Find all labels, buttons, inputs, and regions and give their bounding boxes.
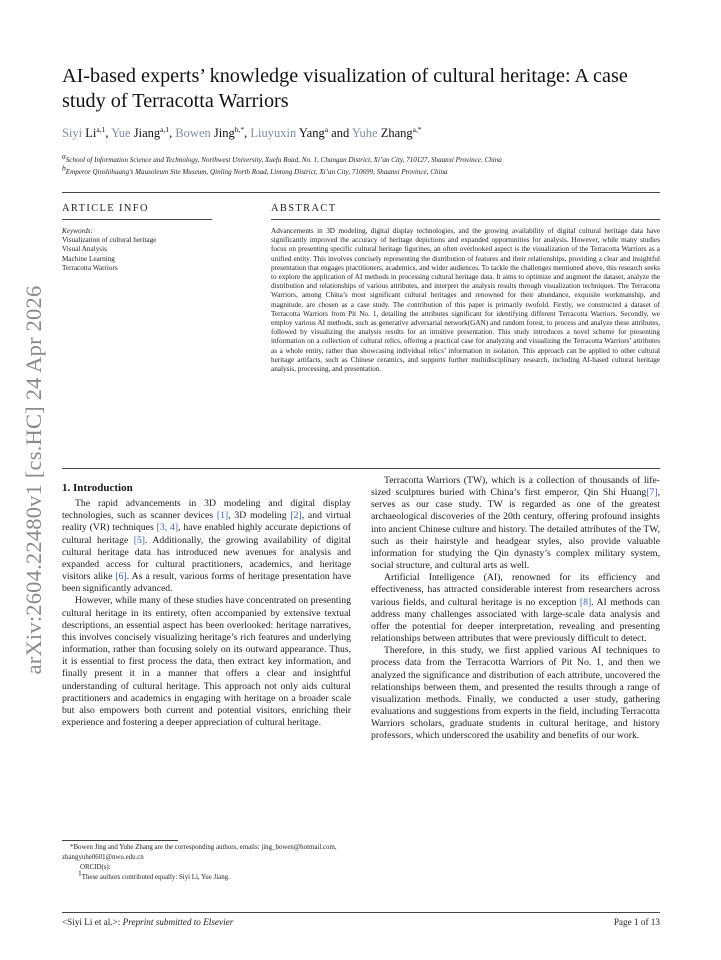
arxiv-identifier	[6, 265, 62, 695]
citation-link[interactable]: [6]	[115, 571, 127, 583]
keyword-item: Terracotta Warriors	[62, 263, 118, 272]
footer-citation: <Siyi Li et al.>: Preprint submitted to Elsevier	[62, 917, 234, 927]
author-affiliation-mark: a,1	[96, 124, 106, 134]
footnote-corresponding: *Bowen Jing and Yuhe Zhang are the corresponding authors, emails: jing_bowen@hotmail.com, zhangyuhe0601@nwu.edu.cn	[62, 844, 337, 861]
footnote-rule	[62, 840, 178, 841]
author-separator: ,	[169, 126, 176, 140]
footnote-orcid: ORCID(s):	[80, 864, 111, 871]
author-affiliation-mark: a,1	[160, 124, 170, 134]
keyword-item: Visual Analysis	[62, 245, 107, 254]
affiliations	[62, 151, 662, 178]
footer-divider	[62, 912, 660, 913]
author-list	[62, 126, 662, 141]
abstract-text: Advancements in 3D modeling, digital display technologies, and the growing availability of digital cultural heritage data have significantly improved the accuracy of heritage depictions and expanded opportunities for analysis. However, while many studies focus on presenting specific cultural heritage figurines, an often overlooked aspect is the visualization of the Terracotta Warriors as a unified entity. This involves concisely representing the distribution of features and their relationships, providing a clear and insightful presentation that engages practitioners, academics, and wider audiences. To tackle the challenges mentioned above, this research seeks to explore the application of AI methods in processing cultural heritage data. It aims to optimize and augment the dataset, analyze the distribution and relationships of various attributes, and interpret the analysis results through visualization techniques. The Terracotta Warriors, among China’s most significant cultural heritages and renowned for their abundance, exquisite workmanship, and magnitude, are chosen as a case study. The contribution of this paper is primarily twofold. Firstly, we constructed a dataset of Terracotta Warriors from Pit No. 1, detailing the attributes significant for identifying different Terracotta Warriors. Secondly, we employ various AI methods, such as generative adversarial network(GAN) and random forest, to process and analyze these attributes, followed by visualizing the analysis results for an intuitive presentation. This study introduces a novel scheme for presenting information on a collection of cultural relics, offering a practical case for analyzing and visualizing the Terracotta Warriors’ attributes as a whole entity, rather than showcasing individual relics’ information in isolation. This approach can be applied to other cultural heritage artifacts, such as Chinese ceramics, and supports further multidisciplinary research, including AI-based cultural heritage analysis, processing, and presentation.	[271, 227, 660, 374]
affiliation-b: $^b$Emperor Qinshihuang’s Mausoleum Site Museum, Qinling North Road, Lintong District, Xi’an City, 710699, Shaanxi Province, China	[62, 163, 448, 176]
author-given-name: Yuhe	[351, 126, 378, 140]
footnote-equal: $^1$These authors contributed equally: Siyi Li, Yue Jiang.	[78, 868, 230, 881]
author-surname: Yang	[298, 126, 325, 140]
paragraph: However, while many of these studies have concentrated on presenting cultural heritage in its entirety, often accompanied by extensive textual descriptions, an essential aspect has been overlooked: heritage narratives, this involves concisely visualizing heritage’s rich features and underlying information, rather than focusing solely on its outward appearance. Thus, it is essential to first process the data, then extract key information, and finally present it in a manner that offers a clear and insightful understanding of cultural heritage. This approach not only aids cultural practitioners and academics in engaging with heritage on a broader scale but also empowers both current and potential visitors, enriching their experience and fostering a deeper appreciation of cultural heritage.	[62, 595, 351, 728]
author-given-name: Yue	[111, 126, 131, 140]
paragraph: Terracotta Warriors (TW), which is a collection of thousands of life-sized sculptures buried with China’s first emperor, Qin Shi Huang[7], serves as our case study. TW is regarded as one of the greatest archaeological discoveries of the 20th century, offering profound insights into ancient Chinese culture and history. The detailed attributes of the TW, such as their hairstyle and headgear styles, also provide valuable information for studying the Qin dynasty’s complex military system, social structure, and cultural arts as well.	[371, 475, 660, 572]
left-column	[62, 482, 351, 729]
keyword-item: Visualization of cultural heritage	[62, 236, 157, 245]
author-surname: Li	[85, 126, 97, 140]
author-affiliation-mark: a,*	[412, 124, 422, 134]
author-affiliation-mark: b,*	[234, 124, 245, 134]
citation-link[interactable]: [1]	[216, 510, 229, 522]
footnotes	[62, 843, 352, 883]
author-given-name: Liuyuxin	[250, 126, 297, 140]
section-heading-introduction: 1. Introduction	[62, 482, 133, 494]
header-divider	[62, 192, 660, 193]
author-affiliation-mark: a	[324, 124, 329, 134]
paragraph: The rapid advancements in 3D modeling and digital display technologies, such as scanner devices [1], 3D modeling [2], and virtual reality (VR) techniques [3, 4], have enabled highly accurate depictions of cultural heritage [5]. Additionally, the growing availability of digital cultural heritage data has introduced new avenues for analysis and expanded access for cultural practitioners, academics, and heritage visitors alike [6]. As a result, various forms of heritage presentation have been significantly advanced.	[62, 498, 352, 595]
affiliation-a: $^a$School of Information Science and Technology, Northwest University, Xuefu Road, No. 1, Changan District, Xi’an City, 710127, Shaanxi Province, China	[62, 151, 502, 164]
arxiv-id-text: arXiv:2604.22480v1 [cs.HC] 24 Apr 2026	[21, 285, 46, 675]
paper-title: AI-based experts’ knowledge visualization of cultural heritage: A case study of Terracotta Warriors	[62, 65, 628, 112]
abstract-divider	[62, 468, 660, 469]
citation-link[interactable]: [3, 4]	[156, 522, 179, 534]
author-surname: Jiang	[133, 126, 161, 140]
keywords-block	[62, 227, 262, 273]
author-surname: Zhang	[380, 126, 413, 140]
right-column	[371, 475, 660, 742]
author-given-name: Siyi	[62, 126, 83, 140]
page-number: Page 1 of 13	[613, 917, 660, 927]
abstract-rule	[271, 219, 660, 220]
author-separator: and	[328, 126, 352, 140]
citation-link[interactable]: [2]	[290, 510, 302, 522]
citation-link[interactable]: [8]	[579, 596, 592, 608]
article-info-rule	[62, 219, 212, 220]
abstract-heading: ABSTRACT	[271, 203, 337, 214]
keyword-item: Machine Learning	[62, 254, 115, 263]
citation-link[interactable]: [5]	[133, 534, 146, 546]
keywords-label: Keywords:	[62, 227, 93, 235]
paragraph: Artificial Intelligence (AI), renowned for its efficiency and effectiveness, has attracted considerable interest from researchers across various fields, and cultural heritage is no exception [8]. AI methods can address many challenges associated with large-scale data analysis and offer the potential for deeper interpretation, revealing and presenting relationships between attributes that were previously difficult to detect.	[371, 572, 660, 645]
author-separator: ,	[244, 126, 251, 140]
paragraph: Therefore, in this study, we first applied various AI techniques to process data from the Terracotta Warriors of Pit No. 1, and then we analyzed the significance and distribution of each attribute, uncovered the relationships between them, and presented the results through a range of visualization methods. Finally, we conducted a user study, gathering evaluations and suggestions from experts in the field, including Terracotta Warriors scholars, graduate students in cultural heritage, and history professors, which underscored the usability and benefits of our work.	[371, 645, 660, 742]
author-given-name: Bowen	[175, 126, 211, 140]
article-info-heading: ARTICLE INFO	[62, 203, 149, 214]
author-separator: ,	[105, 126, 112, 140]
author-surname: Jing	[213, 126, 235, 140]
citation-link[interactable]: [7]	[646, 487, 658, 499]
